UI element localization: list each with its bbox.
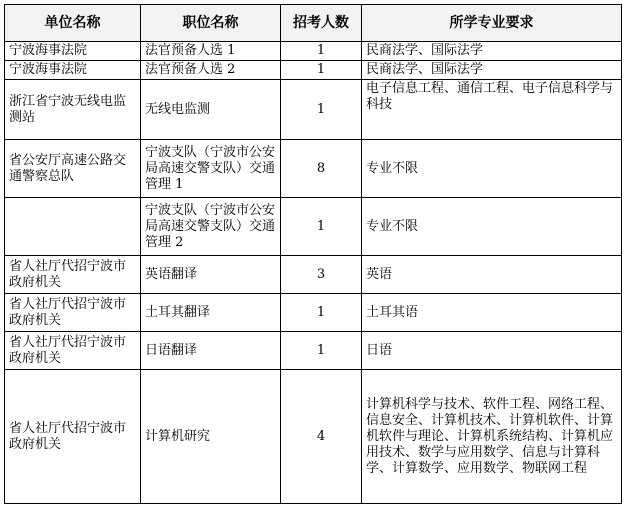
- major-cell: 民商法学、国际法学: [362, 42, 622, 61]
- position-cell: 法官预备人选 2: [141, 61, 281, 80]
- unit-cell: 宁波海事法院: [5, 42, 141, 61]
- major-cell: 专业不限: [362, 198, 622, 256]
- major-cell: 计算机科学与技术、软件工程、网络工程、信息安全、计算机技术、计算机软件、计算机软件与理论、计算机系统结构、计算机应用技术、数学与应用数学、信息与计算科学、计算数学、应用数学、物联网工程: [362, 370, 622, 504]
- count-cell: 1: [281, 198, 362, 256]
- count-cell: 8: [281, 140, 362, 198]
- table-row: [5, 256, 622, 294]
- header-major: 所学专业要求: [362, 5, 622, 42]
- header-unit: 单位名称: [5, 5, 141, 42]
- major-cell: 英语: [362, 256, 622, 294]
- position-cell: 土耳其翻译: [141, 294, 281, 332]
- count-cell: 1: [281, 61, 362, 80]
- table-row: [5, 61, 622, 80]
- count-cell: 3: [281, 256, 362, 294]
- table-row: [5, 370, 622, 504]
- position-cell: 无线电监测: [141, 80, 281, 140]
- unit-cell: 省人社厅代招宁波市政府机关: [5, 332, 141, 370]
- header-position: 职位名称: [141, 5, 281, 42]
- major-cell: 土耳其语: [362, 294, 622, 332]
- table-row: [5, 140, 622, 198]
- table-row: [5, 332, 622, 370]
- table-row: [5, 42, 622, 61]
- table-row: [5, 198, 622, 256]
- major-cell: 电子信息工程、通信工程、电子信息科学与科技: [362, 80, 622, 140]
- major-cell: 专业不限: [362, 140, 622, 198]
- unit-cell: 浙江省宁波无线电监测站: [5, 80, 141, 140]
- header-row: [5, 5, 622, 42]
- position-cell: 英语翻译: [141, 256, 281, 294]
- major-cell: 日语: [362, 332, 622, 370]
- unit-cell: 省人社厅代招宁波市政府机关: [5, 294, 141, 332]
- unit-cell: 省公安厅高速公路交通警察总队: [5, 140, 141, 198]
- position-cell: 宁波支队（宁波市公安局高速交警支队）交通管理 2: [141, 198, 281, 256]
- count-cell: 1: [281, 80, 362, 140]
- table-row: [5, 294, 622, 332]
- count-cell: 1: [281, 332, 362, 370]
- unit-cell: [5, 198, 141, 256]
- position-cell: 法官预备人选 1: [141, 42, 281, 61]
- header-count: 招考人数: [281, 5, 362, 42]
- position-cell: 宁波支队（宁波市公安局高速交警支队）交通管理 1: [141, 140, 281, 198]
- unit-cell: 宁波海事法院: [5, 61, 141, 80]
- count-cell: 1: [281, 294, 362, 332]
- count-cell: 1: [281, 42, 362, 61]
- position-cell: 计算机研究: [141, 370, 281, 504]
- position-cell: 日语翻译: [141, 332, 281, 370]
- unit-cell: 省人社厅代招宁波市政府机关: [5, 370, 141, 504]
- count-cell: 4: [281, 370, 362, 504]
- major-cell: 民商法学、国际法学: [362, 61, 622, 80]
- recruitment-table: [4, 4, 622, 504]
- table-row: [5, 80, 622, 140]
- unit-cell: 省人社厅代招宁波市政府机关: [5, 256, 141, 294]
